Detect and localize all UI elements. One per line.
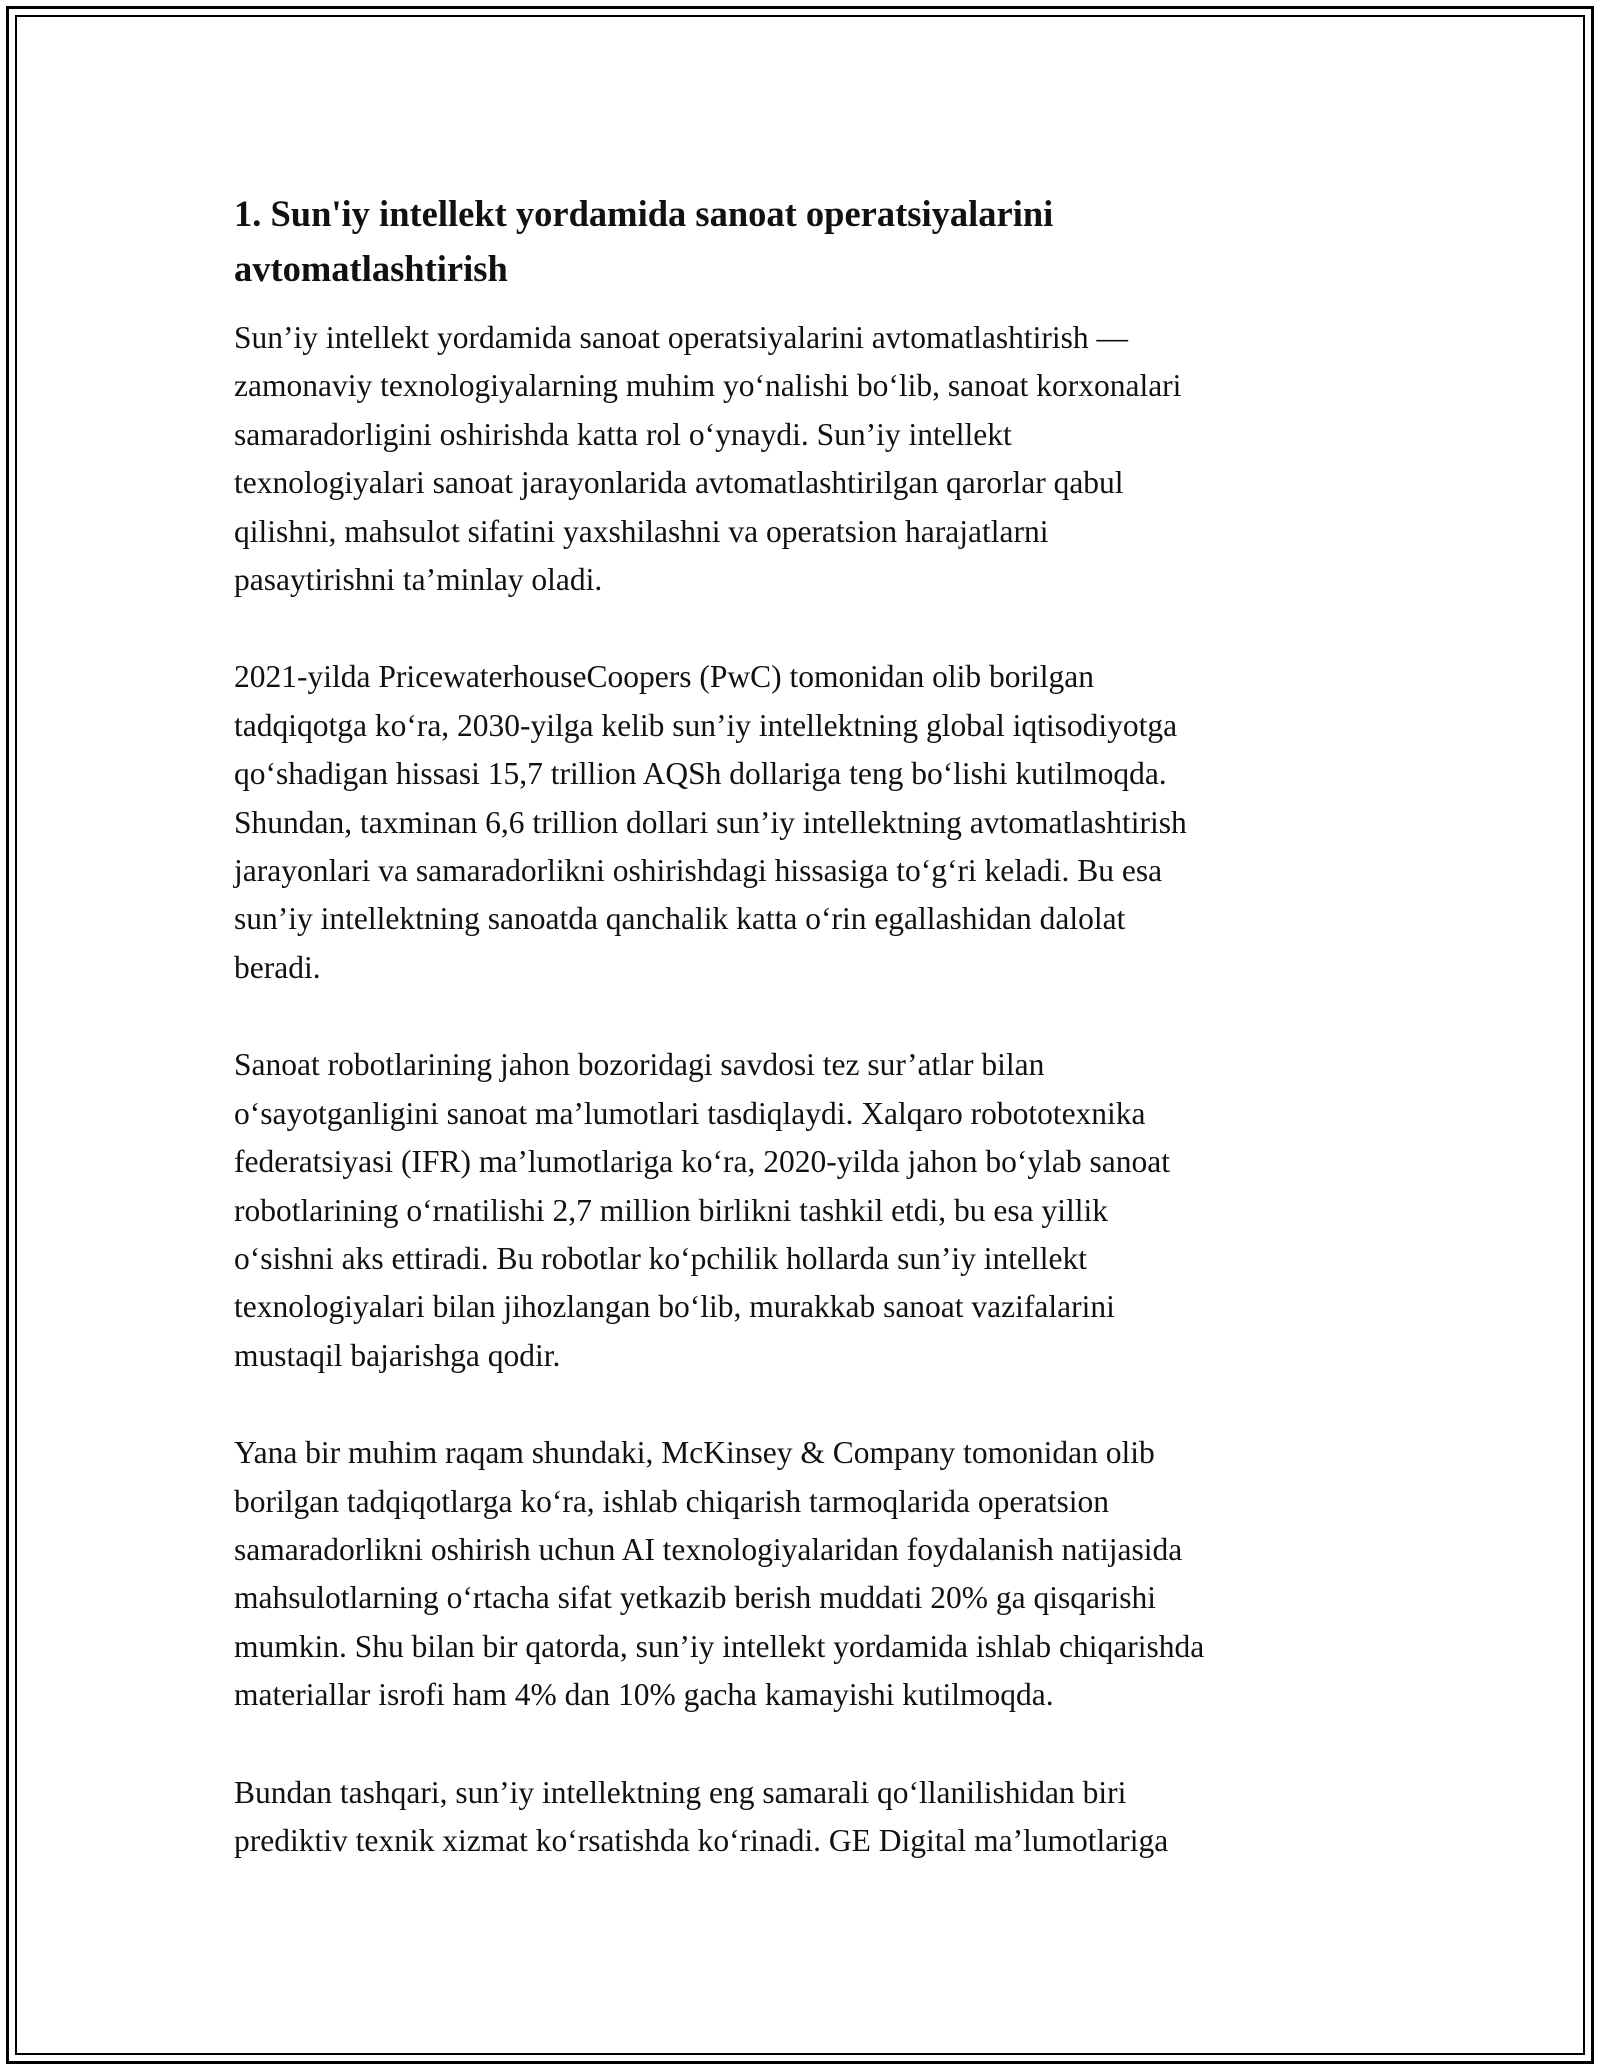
text-line: 2021-yilda PricewaterhouseCoopers (PwC) tomonidan olib borilgan	[234, 659, 1094, 695]
text-line: mumkin. Shu bilan bir qatorda, sun’iy intellekt yordamida ishlab chiqarishda	[234, 1628, 1205, 1664]
document-body	[234, 186, 1379, 1865]
text-line: o‘sishni aks ettiradi. Bu robotlar ko‘pchilik hollarda sun’iy intellekt	[234, 1240, 1087, 1276]
text-line: borilgan tadqiqotlarga ko‘ra, ishlab chiqarish tarmoqlarida operatsion	[234, 1483, 1110, 1519]
heading-line: avtomatlashtirish	[234, 248, 508, 289]
paragraph	[234, 314, 1379, 604]
text-line: qo‘shadigan hissasi 15,7 trillion AQSh dollariga teng bo‘lishi kutilmoqda.	[234, 756, 1167, 792]
text-line: robotlarining o‘rnatilishi 2,7 million birlikni tashkil etdi, bu esa yillik	[234, 1192, 1109, 1228]
paragraph	[234, 653, 1379, 992]
paragraph	[234, 1429, 1379, 1719]
text-line: sun’iy intellektning sanoatda qanchalik katta o‘rin egallashidan dalolat	[234, 901, 1126, 937]
text-line: beradi.	[234, 949, 321, 985]
text-line: tadqiqotga ko‘ra, 2030-yilga kelib sun’iy intellektning global iqtisodiyotga	[234, 707, 1178, 743]
text-line: materiallar isrofi ham 4% dan 10% gacha kamayishi kutilmoqda.	[234, 1677, 1054, 1713]
text-line: texnologiyalari bilan jihozlangan bo‘lib, murakkab sanoat vazifalarini	[234, 1289, 1115, 1325]
text-line: samaradorligini oshirishda katta rol o‘ynaydi. Sun’iy intellekt	[234, 416, 1012, 452]
text-line: samaradorlikni oshirish uchun AI texnologiyalaridan foydalanish natijasida	[234, 1531, 1183, 1567]
heading-line: 1. Sun'iy intellekt yordamida sanoat operatsiyalarini	[234, 193, 1054, 234]
text-line: Bundan tashqari, sun’iy intellektning eng samarali qo‘llanilishidan biri	[234, 1774, 1127, 1810]
text-line: texnologiyalari sanoat jarayonlarida avtomatlashtirilgan qarorlar qabul	[234, 465, 1124, 501]
text-line: Sanoat robotlarining jahon bozoridagi savdosi tez sur’atlar bilan	[234, 1047, 1045, 1083]
text-line: zamonaviy texnologiyalarning muhim yo‘nalishi bo‘lib, sanoat korxonalari	[234, 368, 1182, 404]
text-line: prediktiv texnik xizmat ko‘rsatishda ko‘rinadi. GE Digital ma’lumotlariga	[234, 1822, 1169, 1858]
text-line: federatsiyasi (IFR) ma’lumotlariga ko‘ra, 2020-yilda jahon bo‘ylab sanoat	[234, 1144, 1170, 1180]
text-line: Shundan, taxminan 6,6 trillion dollari sun’iy intellektning avtomatlashtirish	[234, 804, 1187, 840]
text-line: Yana bir muhim raqam shundaki, McKinsey & Company tomonidan olib	[234, 1435, 1155, 1471]
text-line: pasaytirishni ta’minlay oladi.	[234, 562, 603, 598]
text-line: mahsulotlarning o‘rtacha sifat yetkazib berish muddati 20% ga qisqarishi	[234, 1580, 1157, 1616]
text-line: Sun’iy intellekt yordamida sanoat operatsiyalarini avtomatlashtirish —	[234, 320, 1129, 355]
text-line: mustaqil bajarishga qodir.	[234, 1337, 561, 1373]
text-line: jarayonlari va samaradorlikni oshirishdagi hissasiga to‘g‘ri keladi. Bu esa	[234, 853, 1163, 889]
text-line: o‘sayotganligini sanoat ma’lumotlari tasdiqlaydi. Xalqaro robototexnika	[234, 1095, 1146, 1131]
paragraph	[234, 1041, 1379, 1380]
section-heading	[234, 186, 1379, 296]
text-line: qilishni, mahsulot sifatini yaxshilashni va operatsion harajatlarni	[234, 513, 1049, 549]
paragraph	[234, 1769, 1379, 1866]
